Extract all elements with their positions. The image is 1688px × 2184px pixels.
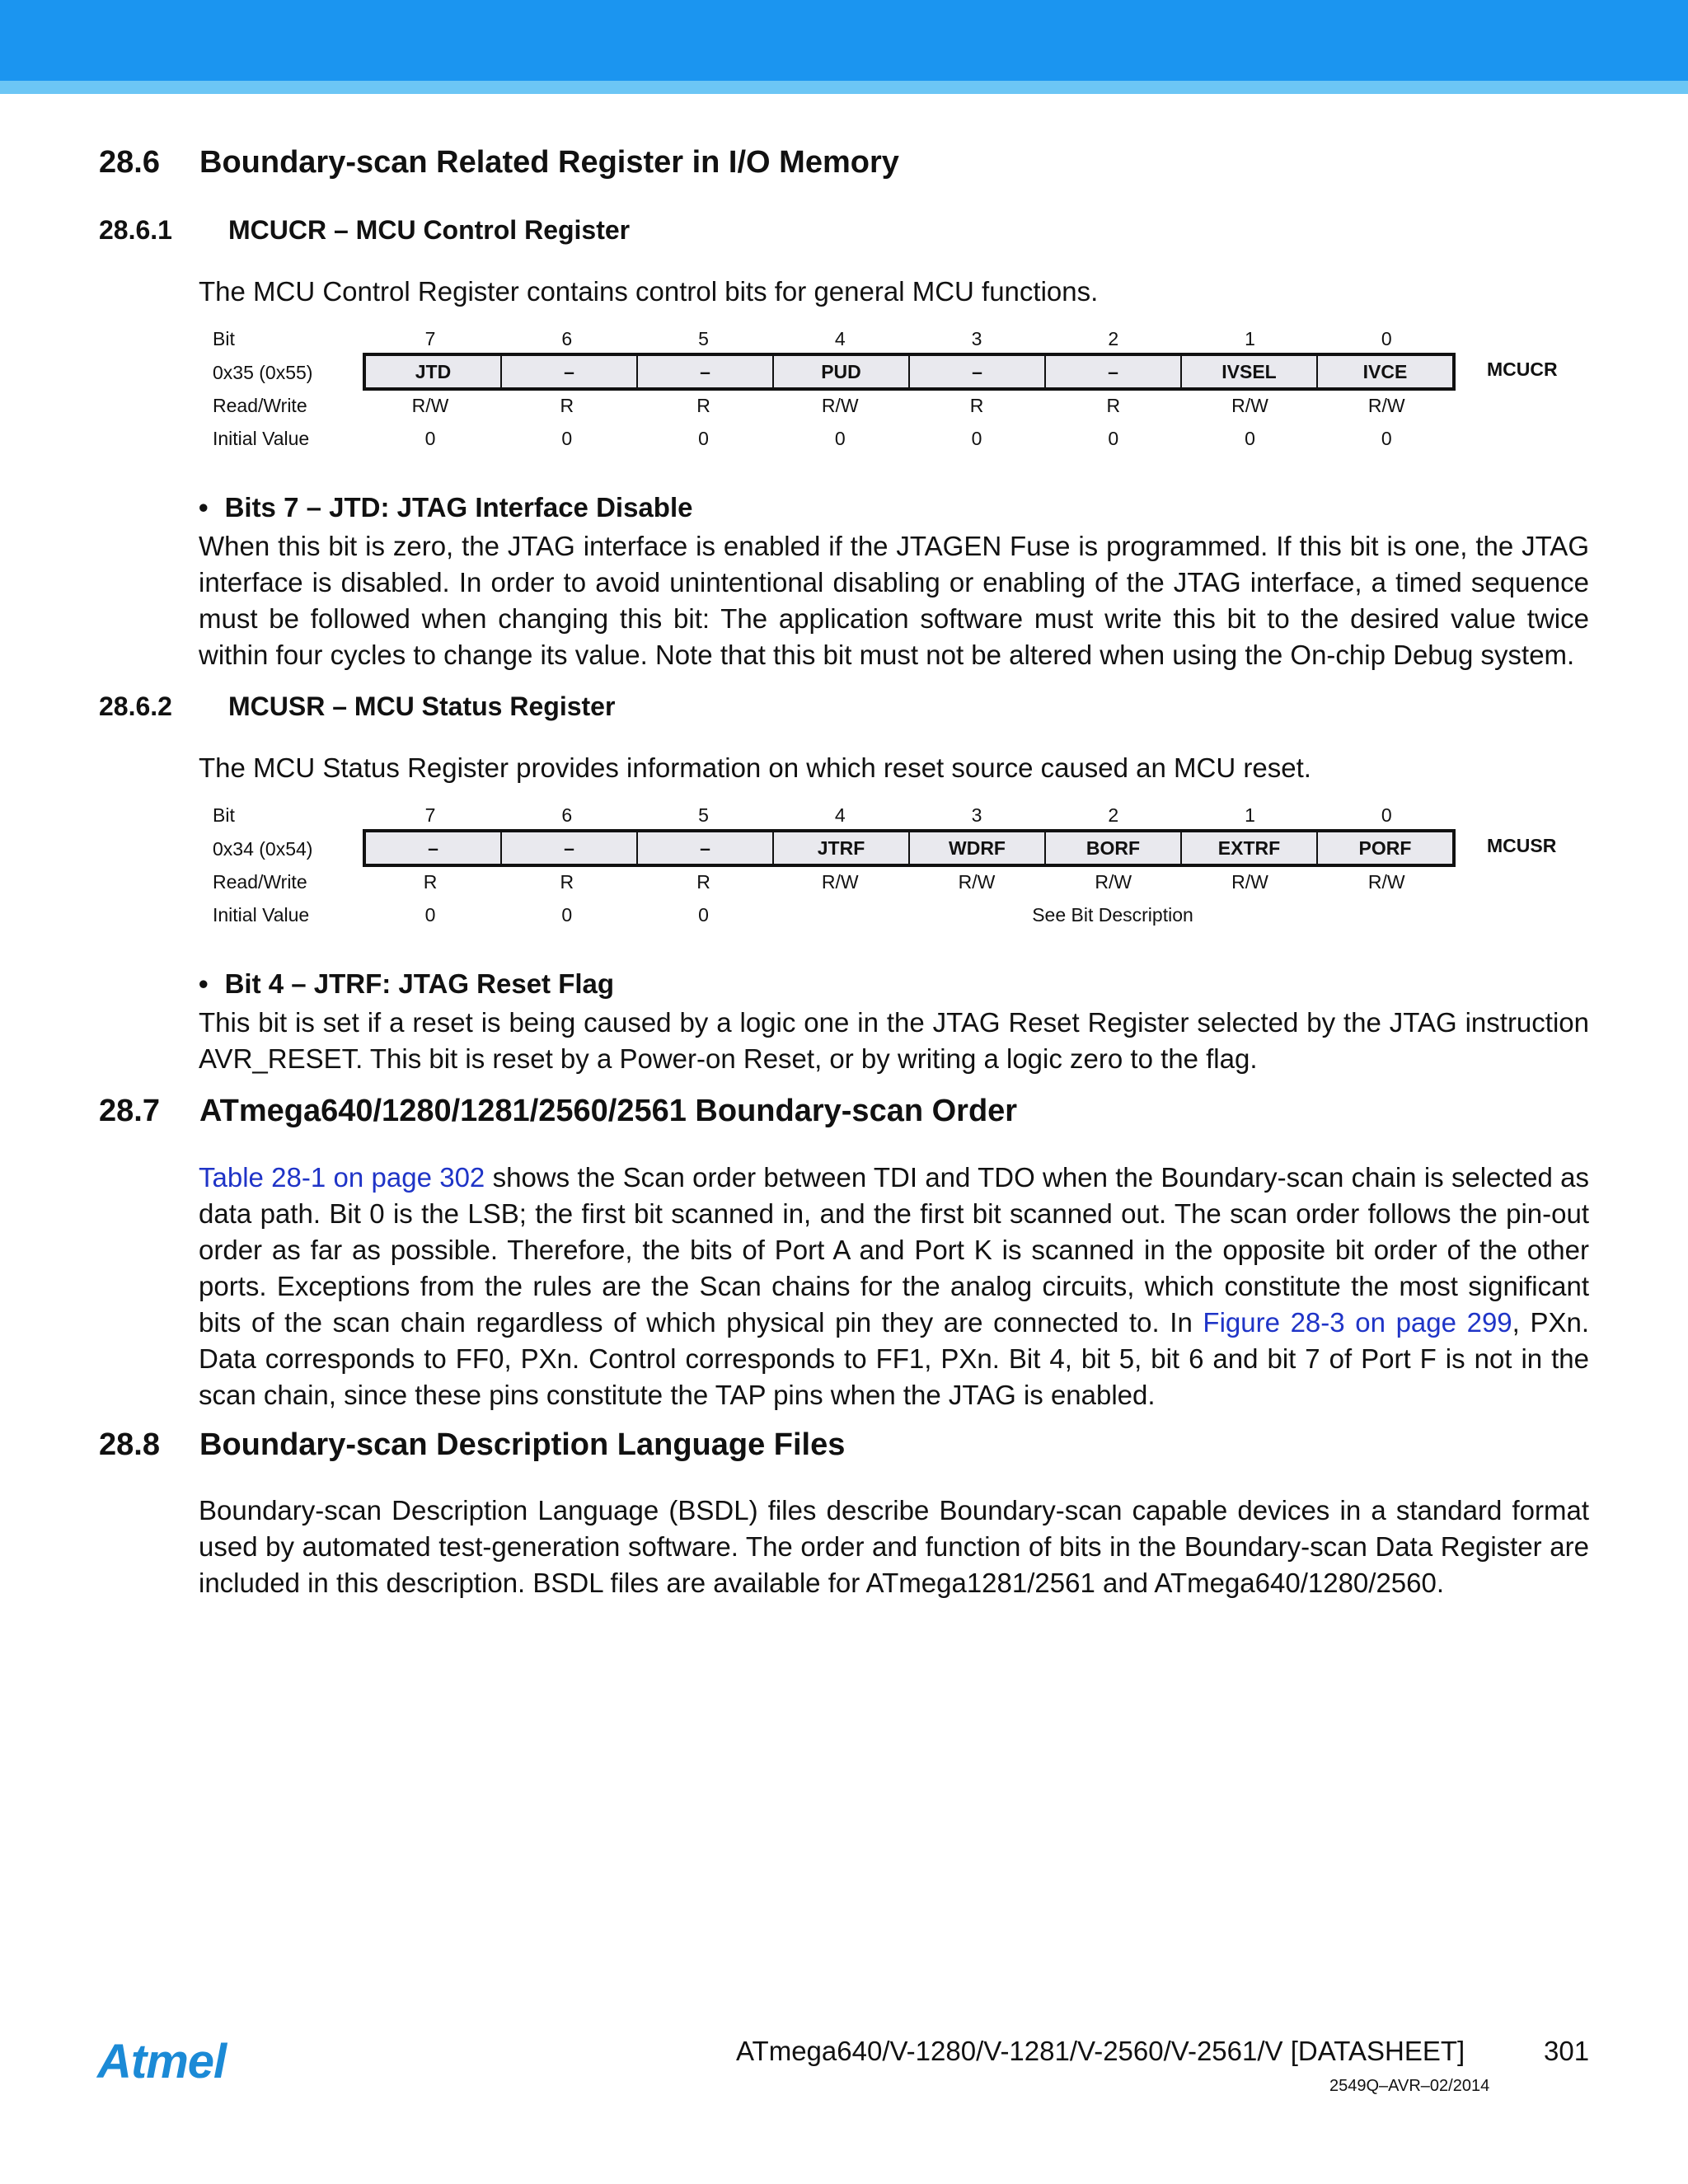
section-heading-28-8: [99, 1427, 845, 1463]
register-bit-cell: IVCE: [1316, 356, 1452, 387]
read-write-value: R: [1106, 395, 1121, 416]
page-number: 301: [1544, 2036, 1590, 2066]
register-bit-cell: EXTRF: [1180, 832, 1316, 864]
read-write-label: Read/Write: [213, 871, 307, 893]
register-bit-cell: WDRF: [908, 832, 1044, 864]
address-label: 0x35 (0x55): [213, 362, 313, 383]
read-write-value: R/W: [1367, 395, 1405, 416]
bit-number: 2: [1108, 804, 1119, 826]
read-write-value: R/W: [1367, 871, 1405, 893]
document-revision: 2549Q–AVR–02/2014: [1329, 2077, 1490, 2095]
section-heading-28-7: [99, 1094, 1017, 1129]
jtrf-bullet-heading: [199, 968, 614, 1000]
subsection-number: 28.6.1: [99, 215, 172, 245]
subsection-heading-mcucr: [99, 215, 630, 246]
mcusr-register-diagram: [0, 804, 1688, 936]
scan-order-paragraph: [199, 1160, 1589, 1413]
jtd-bullet-heading: [199, 492, 692, 523]
register-name: MCUCR: [1487, 359, 1558, 380]
bit-number: 7: [424, 328, 436, 349]
footer-title: ATmega640/V-1280/V-1281/V-2560/V-2561/V [DATASHEET]: [736, 2036, 1465, 2066]
initial-value: 0: [561, 428, 573, 449]
jtd-description: When this bit is zero, the JTAG interface is enabled if the JTAGEN Fuse is programmed. If this bit is one, the JTAG interface is disabled. In order to avoid unintentional disabling or enabling of the JTAG interface, a timed sequence must be followed when changing this bit: The application software must write this bit to the desired value twice within four cycles to change its value. Note that this bit must not be altered when using the On-chip Debug system.: [199, 531, 1589, 670]
initial-value-note: See Bit Description: [1032, 904, 1193, 926]
initial-value: 0: [698, 904, 709, 926]
bit-number: 4: [834, 804, 846, 826]
bit-number: 1: [1245, 804, 1255, 826]
subsection-heading-mcusr: [99, 691, 615, 722]
bit-number: 5: [698, 804, 709, 826]
bullet-title: Bits 7 – JTD: JTAG Interface Disable: [224, 492, 693, 523]
bit-number: 4: [834, 328, 846, 349]
bit-number: 3: [971, 328, 982, 349]
initial-value-label: Initial Value: [213, 428, 310, 449]
read-write-value: R: [696, 871, 710, 893]
section-heading-28-6: [99, 145, 899, 180]
bit-number: 3: [971, 804, 982, 826]
section-number: 28.7: [99, 1094, 160, 1128]
atmel-logo: Atmel: [97, 2035, 227, 2088]
subsection-number: 28.6.2: [99, 691, 172, 721]
read-write-value: R/W: [1231, 395, 1268, 416]
register-bit-cells: [363, 829, 1456, 867]
read-write-value: R: [560, 395, 574, 416]
figure-28-3-link[interactable]: Figure 28-3 on page 299: [1203, 1307, 1512, 1338]
bit-number: 6: [561, 328, 573, 349]
read-write-value: R: [560, 871, 574, 893]
read-write-value: R: [423, 871, 438, 893]
register-bit-cell: –: [908, 356, 1044, 387]
bullet-icon: •: [199, 492, 209, 523]
register-bit-cell: JTD: [366, 356, 500, 387]
bit-number: 2: [1108, 328, 1119, 349]
bullet-icon: •: [199, 968, 209, 999]
register-bit-cells: [363, 353, 1456, 391]
register-bit-cell: –: [636, 356, 772, 387]
register-name: MCUSR: [1487, 835, 1557, 856]
address-label: 0x34 (0x54): [213, 838, 313, 860]
register-bit-cell: IVSEL: [1180, 356, 1316, 387]
register-bit-cell: JTRF: [772, 832, 908, 864]
register-bit-cell: –: [636, 832, 772, 864]
read-write-value: R/W: [411, 395, 449, 416]
jtrf-description: This bit is set if a reset is being caused by a logic one in the JTAG Reset Register selected by the JTAG instruction AVR_RESET. This bit is reset by a Power-on Reset, or by writing a logic zero to the flag.: [199, 1007, 1589, 1074]
table-28-1-link[interactable]: Table 28-1 on page 302: [199, 1162, 485, 1193]
section-title: Boundary-scan Description Language Files: [199, 1427, 846, 1462]
read-write-value: R: [696, 395, 710, 416]
initial-value: 0: [1245, 428, 1255, 449]
read-write-value: R/W: [821, 871, 859, 893]
initial-value: 0: [971, 428, 982, 449]
bit-row-label: Bit: [213, 804, 235, 826]
section-number: 28.6: [99, 145, 160, 180]
read-write-value: R/W: [1095, 871, 1132, 893]
read-write-value: R: [969, 395, 984, 416]
header-stripe: [0, 81, 1688, 94]
bit-number: 1: [1245, 328, 1255, 349]
bit-number: 6: [561, 804, 573, 826]
scan-order-text-1: shows the Scan order between TDI and TDO when the Boundary-scan chain is selected as data path. Bit 0 is the LSB; the first bit scanned in, and the first bit scanned out. The scan order follows the pin-out order as far as possible. Therefore, the bits of Port A and Port K is scanned in the opposite bit order of the other ports. Exceptions from the rules are the Scan chains for the analog circuits, which constitute the most significant bits of the scan chain regardless of which physical pin they are connected to. In: [199, 1162, 1590, 1338]
section-title: Boundary-scan Related Register in I/O Memory: [199, 145, 899, 180]
initial-value: 0: [424, 428, 436, 449]
read-write-value: R/W: [1231, 871, 1268, 893]
initial-value: 0: [834, 428, 846, 449]
register-bit-cell: –: [500, 832, 636, 864]
mcucr-intro: The MCU Control Register contains control bits for general MCU functions.: [199, 276, 1099, 307]
section-number: 28.8: [99, 1427, 160, 1462]
register-bit-cell: –: [366, 832, 500, 864]
register-bit-cell: –: [500, 356, 636, 387]
read-write-label: Read/Write: [213, 395, 307, 416]
header-bar: [0, 0, 1688, 81]
bit-number: 7: [424, 804, 436, 826]
initial-value-label: Initial Value: [213, 904, 310, 926]
mcusr-intro: The MCU Status Register provides information on which reset source caused an MCU reset.: [199, 752, 1311, 783]
register-bit-cell: PUD: [772, 356, 908, 387]
subsection-title: MCUSR – MCU Status Register: [228, 691, 616, 721]
mcucr-register-diagram: [0, 328, 1688, 460]
bit-number: 0: [1381, 804, 1392, 826]
read-write-value: R/W: [821, 395, 859, 416]
read-write-value: R/W: [958, 871, 996, 893]
initial-value: 0: [1381, 428, 1392, 449]
initial-value: 0: [561, 904, 573, 926]
register-bit-cell: –: [1044, 356, 1180, 387]
subsection-title: MCUCR – MCU Control Register: [228, 215, 631, 245]
bit-number: 0: [1381, 328, 1392, 349]
bit-row-label: Bit: [213, 328, 235, 349]
scan-order-text-2: , PXn. Data corresponds to FF0, PXn. Control corresponds to FF1, PXn. Bit 4, bit 5, bit 6 and bit 7 of Port F is not in the scan chain, since these pins constitute the TAP pins when the JTAG is enabled.: [199, 1307, 1590, 1410]
initial-value: 0: [698, 428, 709, 449]
register-bit-cell: BORF: [1044, 832, 1180, 864]
bsdl-paragraph: Boundary-scan Description Language (BSDL) files describe Boundary-scan capable devices in a standard format used by automated test-generation software. The order and function of bits in the Boundary-scan Data Register are included in this description. BSDL files are available for ATmega1281/2561 and ATmega640/1280/2560.: [199, 1495, 1589, 1598]
register-bit-cell: PORF: [1316, 832, 1452, 864]
section-title: ATmega640/1280/1281/2560/2561 Boundary-scan Order: [199, 1094, 1018, 1128]
initial-value: 0: [1108, 428, 1119, 449]
bit-number: 5: [698, 328, 709, 349]
bullet-title: Bit 4 – JTRF: JTAG Reset Flag: [224, 968, 615, 999]
initial-value: 0: [424, 904, 436, 926]
